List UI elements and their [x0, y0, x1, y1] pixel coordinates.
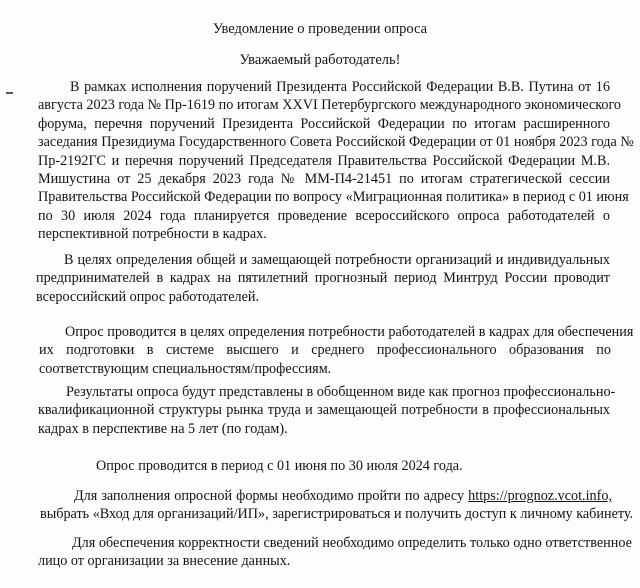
paragraph-4-line: кадрах в перспективе на 5 лет (по годам). [38, 420, 288, 437]
paragraph-4-line: Результаты опроса будут представлены в обобщенном виде как прогноз профессионально- [66, 384, 616, 400]
paragraph-1-line: Правительства Российской Федерации по вопросу «Миграционная политика» в период с 01 июня [38, 189, 629, 206]
scan-artifact [6, 92, 13, 94]
paragraph-1-line: Мишустина от 25 декабря 2023 года № ММ-П4-21451 по итогам стратегической сессии [38, 171, 610, 188]
paragraph-7-line: лицо от организации за внесение данных. [38, 553, 291, 570]
paragraph-4 [38, 383, 616, 438]
paragraph-1-line: перспективной потребности в кадрах. [38, 226, 267, 243]
paragraph-2-line: всероссийский опрос работодателей. [36, 288, 260, 305]
paragraph-1 [38, 78, 634, 244]
paragraph-3-line: их подготовки в системе высшего и среднего профессионального образования по [39, 342, 611, 359]
paragraph-1-line: В рамках исполнения поручений Президента Российской Федерации В.В. Путина от 16 [70, 79, 610, 95]
paragraph-6-line [40, 487, 612, 505]
paragraph-1-line: Пр-2192ГС и перечня поручений Председателя Правительства Российской Федерации М.В. [38, 152, 610, 169]
paragraph-6 [40, 487, 634, 524]
paragraph-2-line: В целях определения общей и замещающей потребности организаций и индивидуальных [64, 252, 610, 268]
paragraph-6-line: выбрать «Вход для организаций/ИП», зарегистрироваться и получить доступ к личному кабинету. [40, 506, 634, 523]
paragraph-6-text: Для заполнения опросной формы необходимо пройти по адресу [74, 488, 465, 504]
paragraph-5 [96, 457, 596, 475]
paragraph-5-line: Опрос проводится в период с 01 июня по 30 июля 2024 года. [96, 458, 463, 474]
paragraph-3-line: Опрос проводится в целях определения потребности работодателей в кадрах для обеспечения [65, 324, 634, 340]
paragraph-1-line: заседания Президиума Государственного Совета Российской Федерации от 01 ноября 2023 года № [38, 134, 634, 151]
paragraph-1-line: форума, перечня поручений Президента Российской Федерации по итогам расширенного [38, 115, 610, 132]
paragraph-1-line: августа 2023 года № Пр-1619 по итогам XXVI Петербургского международного экономического [38, 97, 622, 114]
paragraph-1-line: по 30 июля 2024 года планируется проведение всероссийского опроса работодателей о [38, 207, 610, 224]
survey-link[interactable]: https://prognoz.vcot.info, [468, 488, 613, 504]
paragraph-2-line: предпринимателей в кадрах на пятилетний прогнозный период Минтруд России проводит [36, 270, 610, 287]
paragraph-3 [39, 323, 634, 378]
notice-title: Уведомление о проведении опроса [212, 21, 428, 37]
greeting: Уважаемый работодатель! [239, 52, 401, 68]
paragraph-4-line: квалификационной структуры рынка труда и замещающей потребности в профессиональных [38, 402, 610, 419]
paragraph-7-line: Для обеспечения корректности сведений необходимо определить только одно ответственное [72, 535, 632, 551]
paragraph-2 [36, 251, 610, 306]
paragraph-7 [38, 534, 632, 571]
paragraph-3-line: соответствующим специальностям/профессиям. [39, 360, 332, 377]
